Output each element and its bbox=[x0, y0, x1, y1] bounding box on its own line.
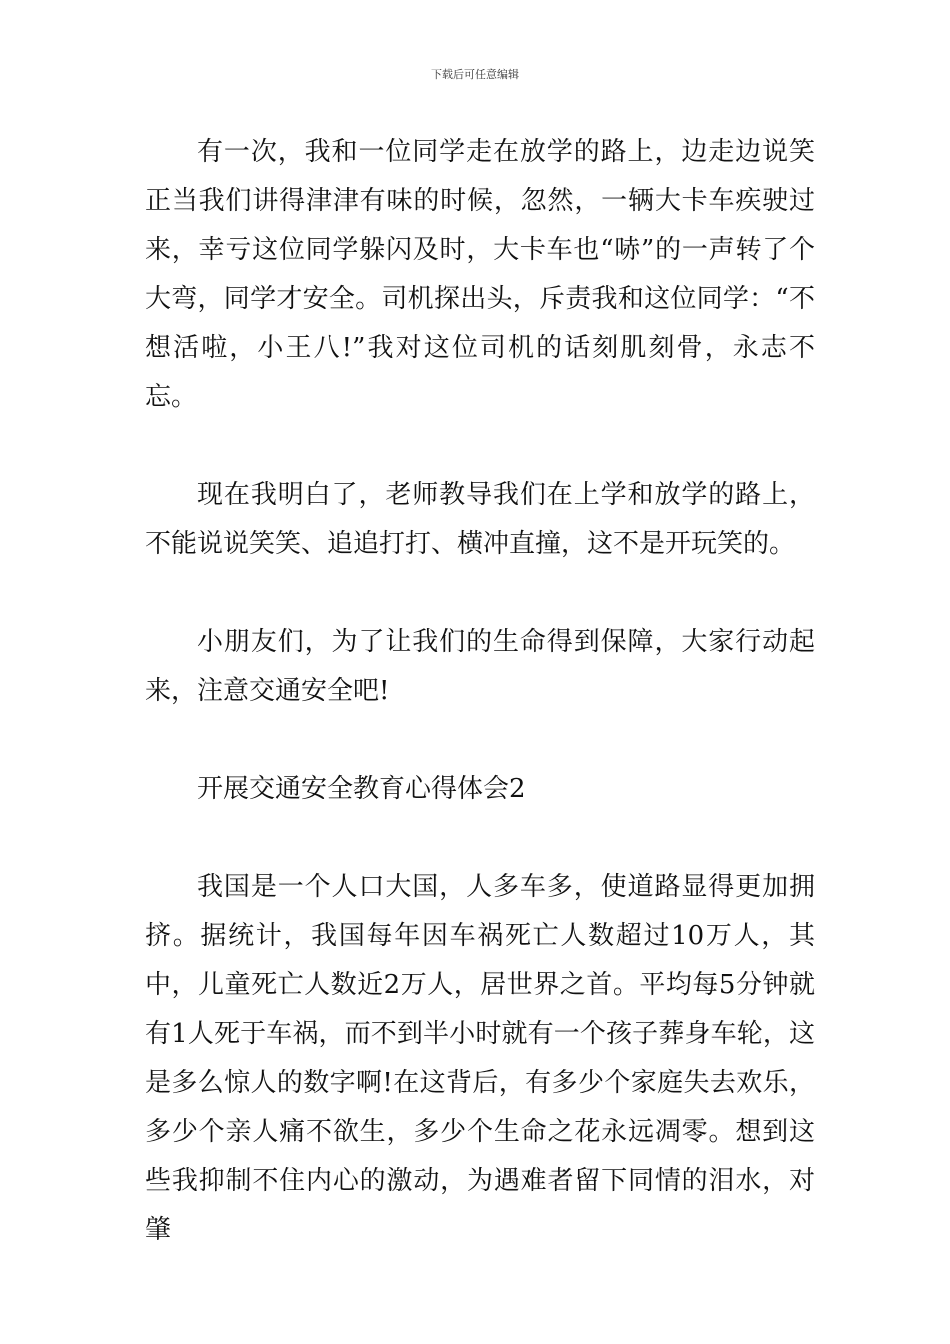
paragraph-1: 有一次，我和一位同学走在放学的路上，边走边说笑正当我们讲得津津有味的时候，忽然，一辆大卡车疾驶过来，幸亏这位同学躲闪及时，大卡车也“哧”的一声转了个大弯，同学才安全。司机探出头，斥责我和这位同学：“不想活啦，小王八!”我对这位司机的话刻肌刻骨，永志不忘。 bbox=[145, 137, 815, 412]
paragraph-2: 现在我明白了，老师教导我们在上学和放学的路上，不能说说笑笑、追追打打、横冲直撞，这不是开玩笑的。 bbox=[145, 480, 815, 559]
paragraph-gap bbox=[145, 716, 815, 765]
paragraph-gap bbox=[145, 422, 815, 471]
page-header: 下载后可任意编辑 bbox=[431, 68, 519, 81]
document-body bbox=[145, 128, 815, 1255]
paragraph-gap bbox=[145, 814, 815, 863]
paragraph-3: 小朋友们，为了让我们的生命得到保障，大家行动起来，注意交通安全吧! bbox=[145, 627, 815, 706]
section-heading: 开展交通安全教育心得体会2 bbox=[197, 774, 526, 804]
paragraph-4: 我国是一个人口大国，人多车多，使道路显得更加拥挤。据统计，我国每年因车祸死亡人数超过10万人，其中，儿童死亡人数近2万人，居世界之首。平均每5分钟就有1人死于车祸，而不到半小时就有一个孩子葬身车轮，这是多么惊人的数字啊!在这背后，有多少个家庭失去欢乐，多少个亲人痛不欲生，多少个生命之花永远凋零。想到这些我抑制不住内心的激动，为遇难者留下同情的泪水，对肇 bbox=[145, 872, 815, 1245]
paragraph-gap bbox=[145, 569, 815, 618]
